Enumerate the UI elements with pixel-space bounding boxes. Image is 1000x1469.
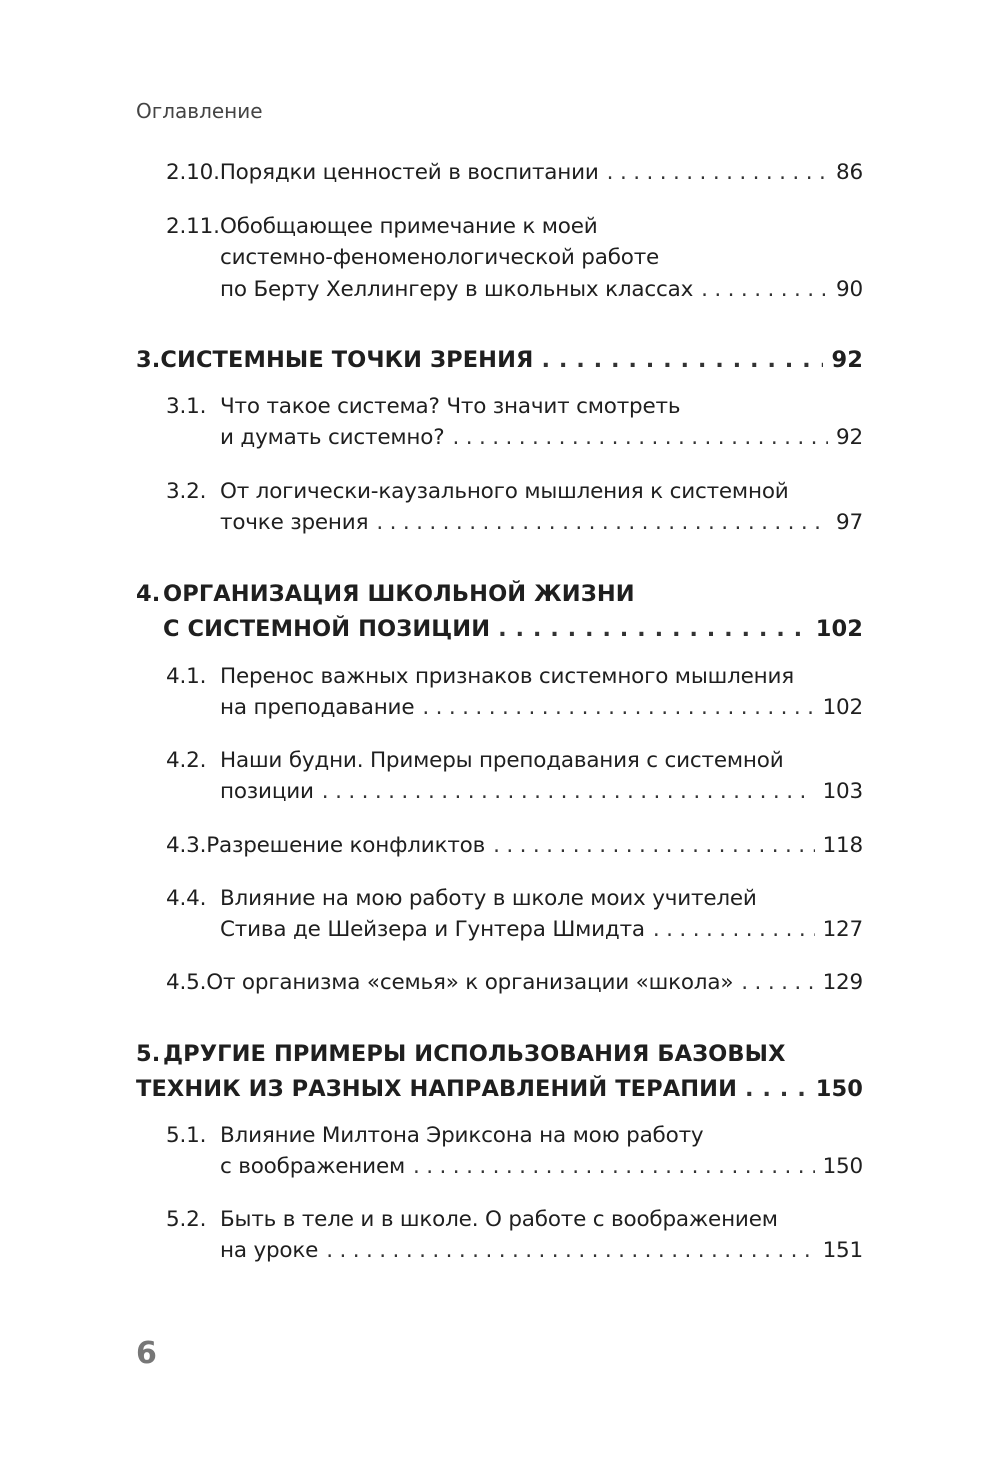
entry-title-line-1: Разрешение конфликтов (206, 833, 486, 858)
entry-title-line-2: на уроке (220, 1238, 319, 1263)
chapter-number: 5. (136, 1041, 161, 1067)
entry-title-line-1: Обобщающее примечание к моей (220, 214, 598, 239)
entry-number: 4.4. (166, 886, 207, 911)
entry-page: 102 (822, 695, 863, 720)
page-number: 6 (136, 1336, 157, 1371)
entry-title-line-2: Стива де Шейзера и Гунтера Шмидта (220, 917, 645, 942)
entry-page: 150 (822, 1154, 863, 1179)
entry-title-line-1: Наши будни. Примеры преподавания с системной (220, 748, 784, 773)
entry-title-line-1: Быть в теле и в школе. О работе с воображением (220, 1207, 778, 1232)
running-head: Оглавление (136, 99, 263, 123)
entry-number: 3.1. (166, 394, 207, 419)
dot-leader (326, 1238, 814, 1263)
entry-title-line-1: Перенос важных признаков системного мышления (220, 664, 795, 689)
entry-page: 103 (822, 779, 863, 804)
chapter-page: 102 (815, 616, 863, 642)
entry-page: 97 (836, 510, 863, 535)
dot-leader (493, 833, 814, 858)
entry-number: 3.2. (166, 479, 207, 504)
entry-number: 4.2. (166, 748, 207, 773)
entry-title-line-3: по Берту Хеллингеру в школьных классах (220, 277, 694, 302)
entry-title-line-2: с воображением (220, 1154, 405, 1179)
entry-page: 86 (836, 160, 863, 185)
entry-number: 2.11. (166, 214, 220, 239)
dot-leader (701, 277, 828, 302)
entry-page: 129 (822, 970, 863, 995)
entry-page: 92 (836, 425, 863, 450)
dot-leader (422, 695, 814, 720)
entry-number: 4.3. (166, 833, 207, 858)
chapter-number: 3. (136, 347, 161, 373)
entry-number: 2.10. (166, 160, 220, 185)
entry-title-line-2: на преподавание (220, 695, 415, 720)
dot-leader (541, 347, 823, 373)
entry-page: 118 (822, 833, 863, 858)
entry-number: 4.1. (166, 664, 207, 689)
chapter-title-line-2: С СИСТЕМНОЙ ПОЗИЦИИ (163, 616, 491, 642)
dot-leader (498, 616, 808, 642)
dot-leader (322, 779, 815, 804)
chapter-title-line-1: ДРУГИЕ ПРИМЕРЫ ИСПОЛЬЗОВАНИЯ БАЗОВЫХ (163, 1041, 786, 1067)
dot-leader (607, 160, 828, 185)
chapter-title-line-2: ТЕХНИК ИЗ РАЗНЫХ НАПРАВЛЕНИЙ ТЕРАПИИ (136, 1076, 738, 1102)
entry-page: 151 (822, 1238, 863, 1263)
dot-leader (741, 970, 814, 995)
entry-title-line-1: Порядки ценностей в воспитании (219, 160, 599, 185)
entry-title-line-2: позиции (220, 779, 314, 804)
chapter-number: 4. (136, 581, 161, 607)
entry-title-line-1: Влияние на мою работу в школе моих учителей (220, 886, 757, 911)
chapter-title-line-1: СИСТЕМНЫЕ ТОЧКИ ЗРЕНИЯ (160, 347, 534, 373)
entry-page: 127 (822, 917, 863, 942)
entry-number: 5.1. (166, 1123, 207, 1148)
chapter-page: 150 (815, 1076, 863, 1102)
dot-leader (745, 1076, 808, 1102)
entry-number: 4.5. (166, 970, 207, 995)
entry-title-line-1: От логически-каузального мышления к системной (220, 479, 789, 504)
entry-page: 90 (836, 277, 863, 302)
entry-number: 5.2. (166, 1207, 207, 1232)
dot-leader (653, 917, 815, 942)
entry-title-line-2: и думать системно? (220, 425, 445, 450)
dot-leader (413, 1154, 815, 1179)
entry-title-line-1: Влияние Милтона Эриксона на мою работу (220, 1123, 704, 1148)
dot-leader (376, 510, 828, 535)
entry-title-line-2: системно-феноменологической работе (220, 245, 660, 270)
dot-leader (452, 425, 828, 450)
entry-title-line-2: точке зрения (220, 510, 369, 535)
entry-title-line-1: Что такое система? Что значит смотреть (220, 394, 681, 419)
chapter-title-line-1: ОРГАНИЗАЦИЯ ШКОЛЬНОЙ ЖИЗНИ (163, 581, 635, 607)
chapter-page: 92 (831, 347, 863, 373)
entry-title-line-1: От организма «семья» к организации «школа» (206, 970, 734, 995)
